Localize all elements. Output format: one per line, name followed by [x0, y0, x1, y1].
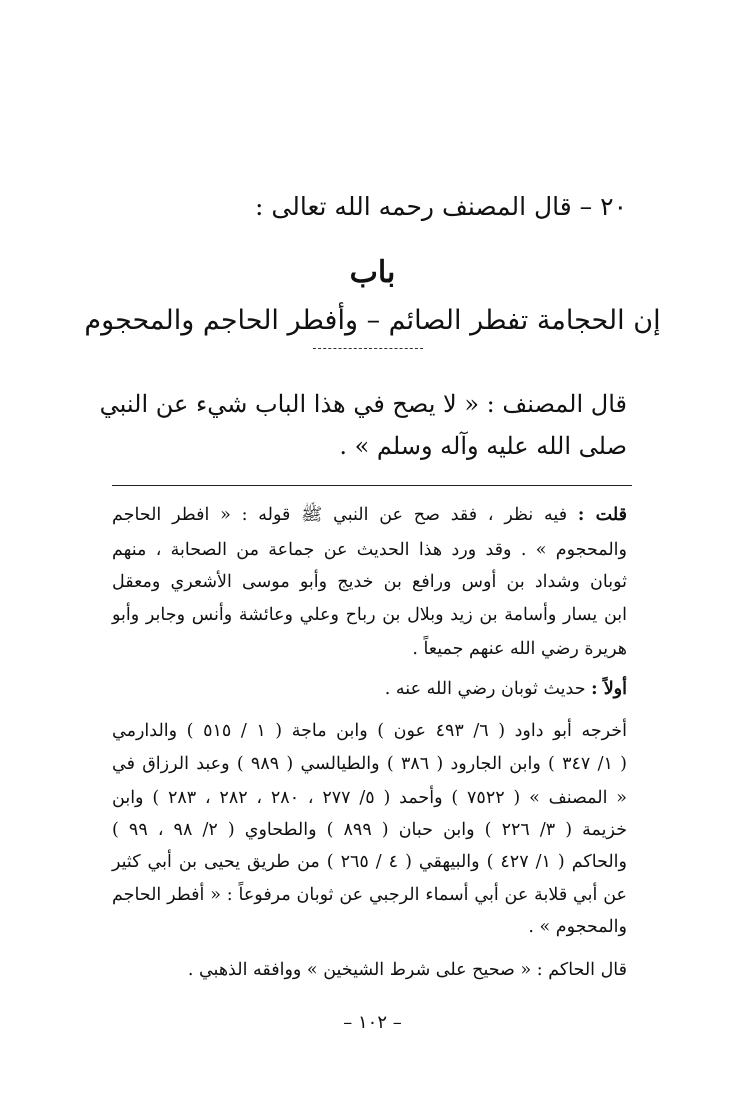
commentary-line: هريرة رضي الله عنهم جميعاً . [412, 639, 627, 659]
decorative-divider [313, 348, 423, 349]
section-heading: ٢٠ – قال المصنف رحمه الله تعالى : [255, 192, 627, 221]
commentary-line [112, 503, 627, 529]
takhrij-line: عن أبي قلابة عن أبي أسماء الرجبي عن ثوبان مرفوعاً : « أفطر الحاجم [112, 885, 627, 905]
page-number: – ١٠٢ – [343, 1012, 402, 1033]
hakim-verdict: قال الحاكم : « صحيح على شرط الشيخين » ووافقه الذهبي . [187, 960, 627, 980]
takhrij-line: أخرجه أبو داود ( ٦/ ٤٩٣ عون ) وابن ماجة ( ١ / ٥١٥ ) والدارمي [112, 721, 627, 741]
sub-heading-line [112, 679, 627, 699]
chapter-title: إن الحجامة تفطر الصائم – وأفطر الحاجم والمحجوم [84, 305, 661, 336]
takhrij-line: « المصنف » ( ٧٥٢٢ ) وأحمد ( ٥/ ٢٧٧ ، ٢٨٠ ، ٢٨٢ ، ٢٨٣ ) وابن [112, 788, 627, 808]
commentary-line: والمحجوم » . وقد ورد هذا الحديث عن جماعة من الصحابة ، منهم [112, 540, 627, 560]
takhrij-line: ( ١/ ٣٤٧ ) وابن الجارود ( ٣٨٦ ) والطيالسي ( ٩٨٩ ) وعبد الرزاق في [112, 754, 627, 774]
commentary-label: قلت : [577, 505, 627, 525]
footnote-separator [112, 485, 632, 486]
commentary-text: فيه نظر ، فقد صح عن النبي ﷺ قوله : « افطر الحاجم [112, 505, 568, 525]
author-statement-line-2: صلى الله عليه وآله وسلم » . [339, 432, 627, 460]
takhrij-line: والمحجوم » . [528, 917, 627, 937]
author-statement-line-1: قال المصنف : « لا يصح في هذا الباب شيء عن النبي [99, 390, 627, 418]
commentary-line: ثوبان وشداد بن أوس ورافع بن خديج وأبو موسى الأشعري ومعقل [112, 572, 627, 592]
commentary-line: ابن يسار وأسامة بن زيد وبلال بن رباح وعلي وعائشة وأنس وجابر وأبو [112, 605, 627, 625]
takhrij-line: والحاكم ( ١/ ٤٢٧ ) والبيهقي ( ٤ / ٢٦٥ ) من طريق يحيى بن أبي كثير [112, 852, 627, 872]
sub-heading-label: أولاً : [591, 679, 627, 699]
chapter-label: باب [349, 255, 396, 290]
takhrij-line: خزيمة ( ٣/ ٢٢٦ ) وابن حبان ( ٨٩٩ ) والطحاوي ( ٢/ ٩٨ ، ٩٩ ) [112, 820, 628, 840]
sub-heading-text: حديث ثوبان رضي الله عنه . [384, 679, 586, 699]
